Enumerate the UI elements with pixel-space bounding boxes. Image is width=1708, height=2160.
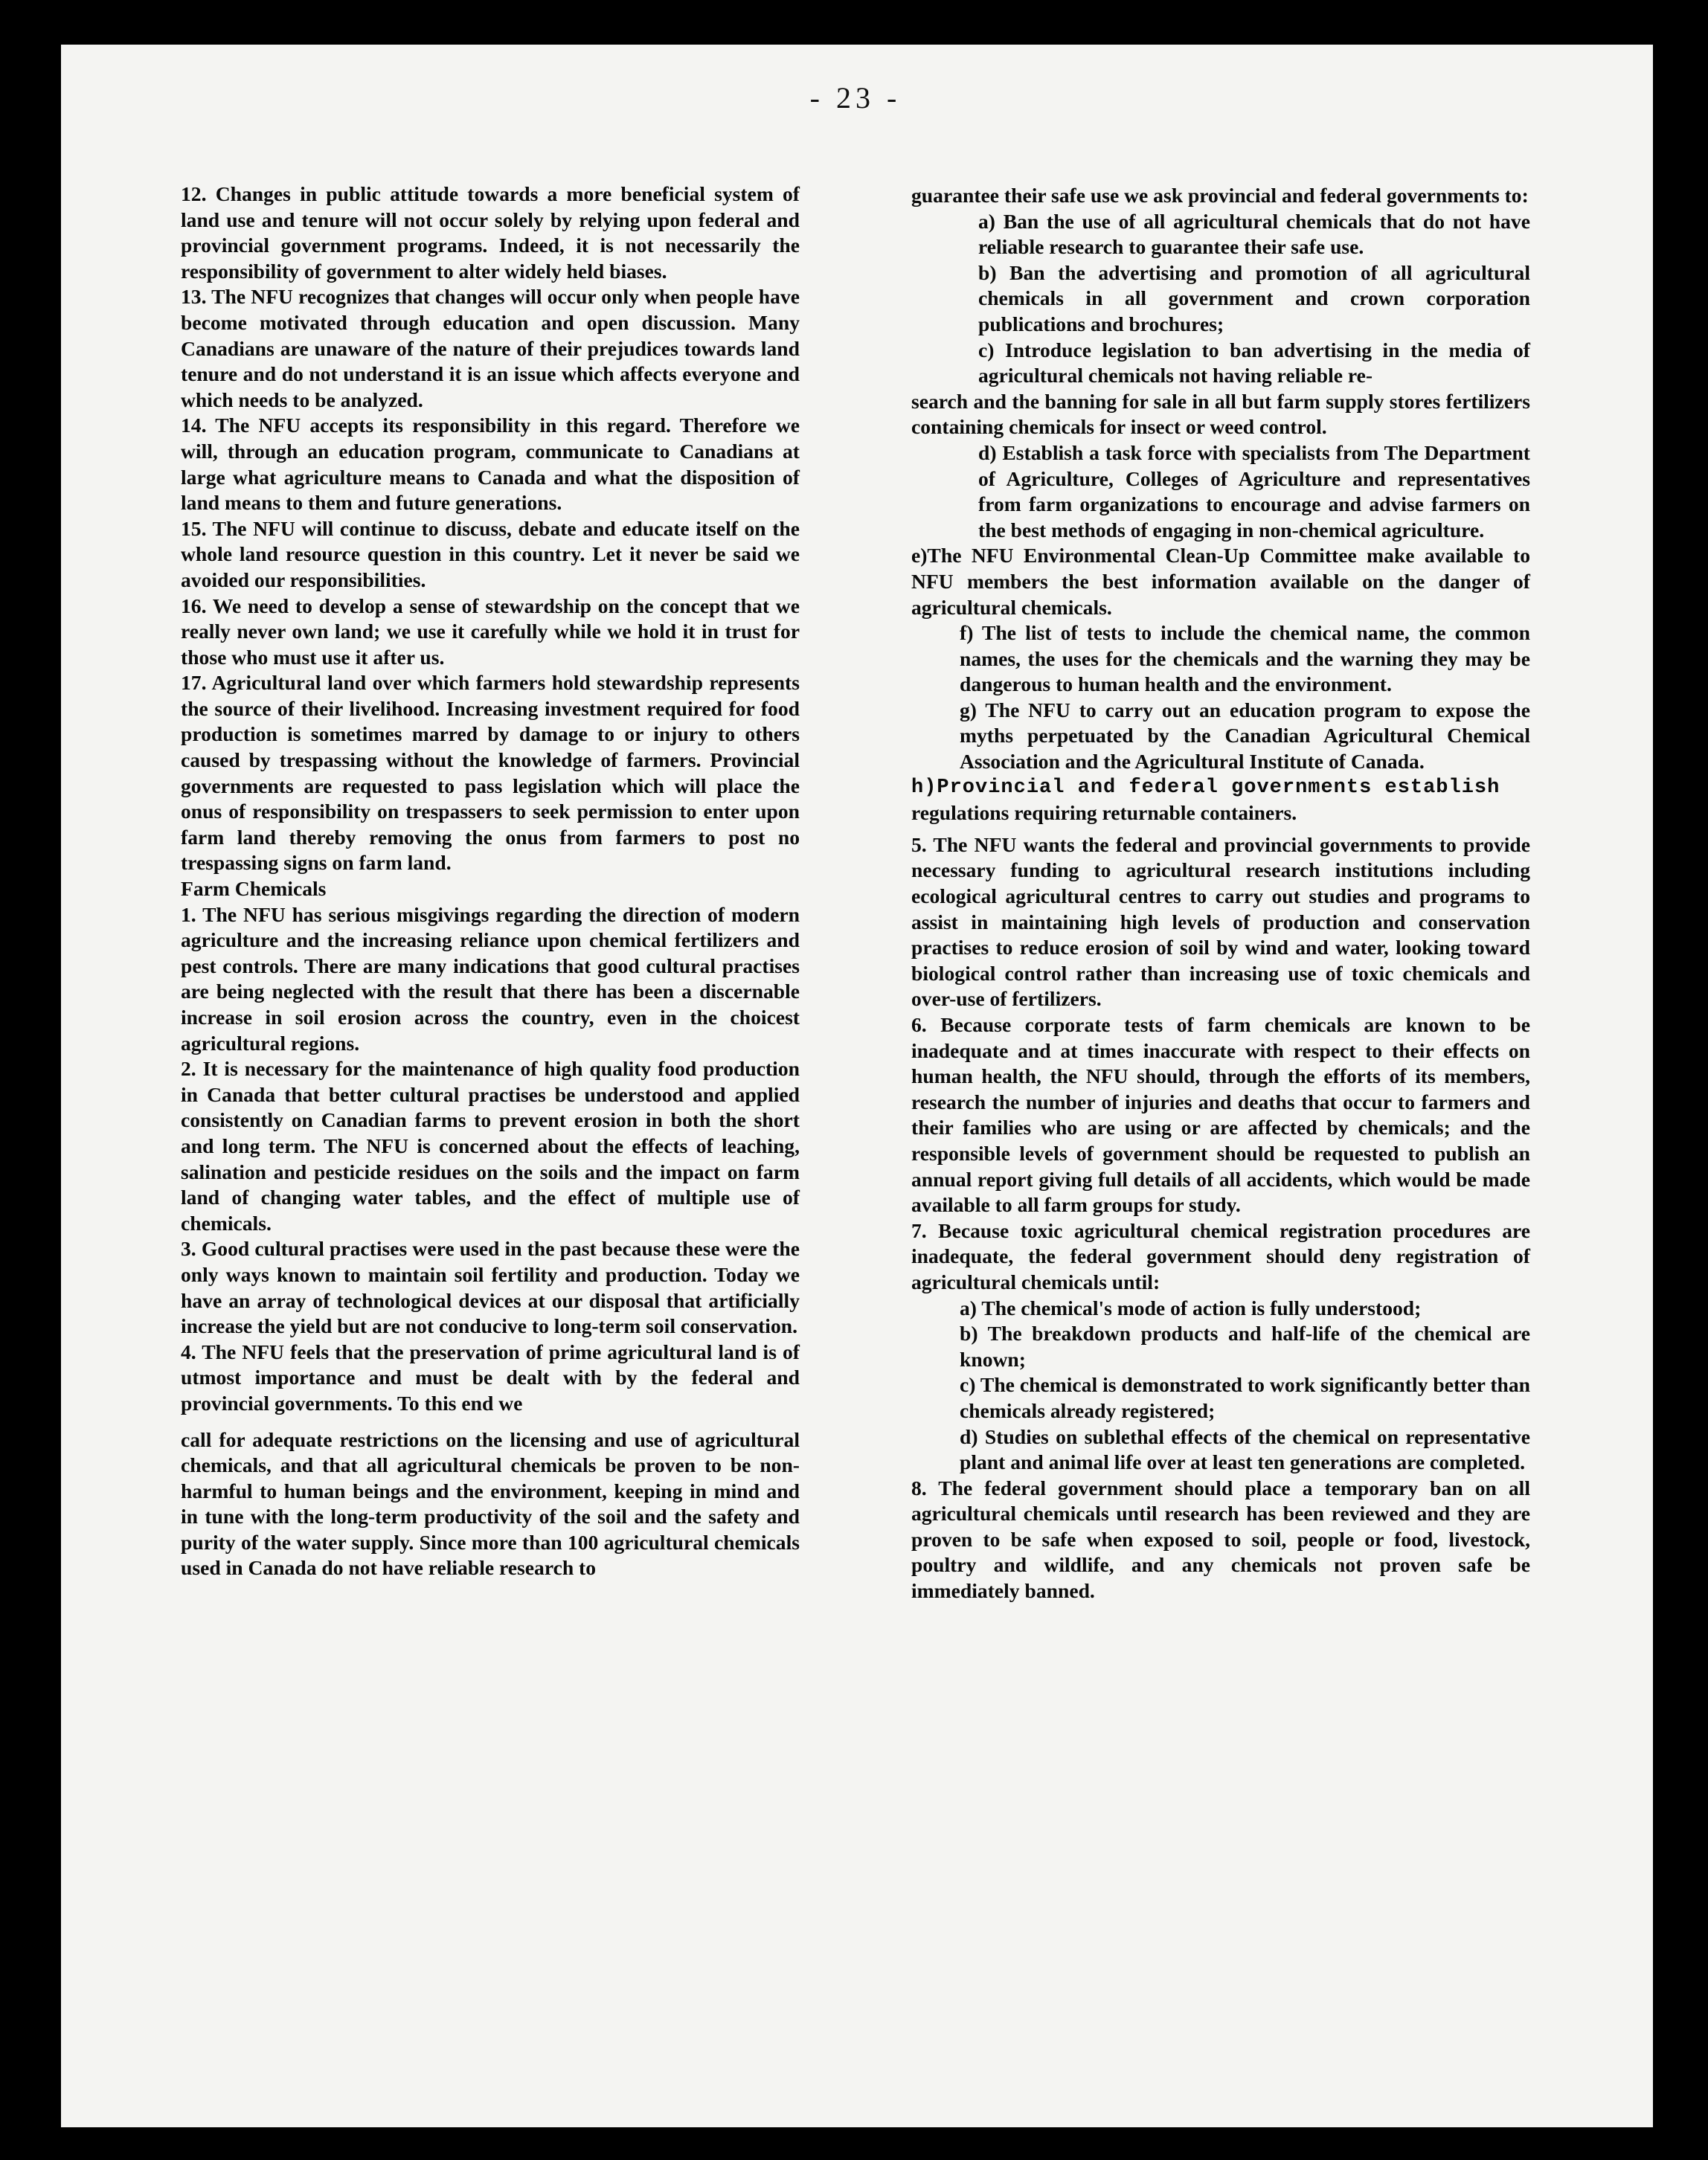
paragraph-16: 16. We need to develop a sense of stewardship on the concept that we really never own land; we use it carefully while we hold it in trust for those who must use it after us. [181,594,800,669]
item-c-legislation: c) Introduce legislation to ban advertising in the media of agricultural chemicals not having reliable re- [978,338,1530,388]
item-d-task-force: d) Establish a task force with specialists from The Department of Agriculture, Colleges of Agriculture and representatives from farm organizations to encourage and advise farmers on the best methods of engaging in non-chemical agriculture. [978,440,1530,541]
item-c-continued: search and the banning for sale in all but farm supply stores fertilizers containing chemicals for insect or weed control. [911,389,1530,439]
section-heading-farm-chemicals: Farm Chemicals [181,877,327,901]
paragraph-6: 6. Because corporate tests of farm chemicals are known to be inadequate and at times inaccurate with respect to their effects on human health, the NFU should, through the efforts of its members, research the number of injuries and deaths that occur to farmers and their families who are using or are affected by chemicals; and the responsible levels of government should be requested to publish an annual report giving full details of all accidents, which would be made available to all farm groups for study. [911,1013,1530,1217]
paragraph-15: 15. The NFU will continue to discuss, debate and educate itself on the whole land resource question in this country. Let it never be said we avoided our responsibilities. [181,516,800,591]
page-number: - 23 - [809,81,902,115]
item-e-committee: e)The NFU Environmental Clean-Up Committee make available to NFU members the best information available on the danger of agricultural chemicals. [911,544,1530,619]
item-b-ban-advertising: b) Ban the advertising and promotion of all agricultural chemicals in all government and crown corporation publications and brochures; [978,260,1530,335]
paragraph-7: 7. Because toxic agricultural chemical registration procedures are inadequate, the federal government should deny registration of agricultural chemicals until: [911,1218,1530,1293]
paragraph-14: 14. The NFU accepts its responsibility in this regard. Therefore we will, through an education program, communicate to Canadians at large what agriculture means to Canada and what the disposition of land means to them and future generations. [181,414,800,515]
item-g-education: g) The NFU to carry out an education program to expose the myths perpetuated by the Canadian Agricultural Chemical Association and the Agricultural Institute of Canada. [960,698,1530,774]
left-column [181,181,800,1581]
item-a-ban-use: a) Ban the use of all agricultural chemicals that do not have reliable research to guarantee their safe use. [978,209,1530,259]
condition-b: b) The breakdown products and half-life of the chemical are known; [960,1322,1530,1371]
condition-c: c) The chemical is demonstrated to work significantly better than chemicals already registered; [960,1373,1530,1422]
farm-chemicals-4: 4. The NFU feels that the preservation of prime agricultural land is of utmost importance and must be dealt with by the federal and provincial governments. To this end we [181,1340,800,1415]
condition-d: d) Studies on sublethal effects of the chemical on representative plant and animal life over at least ten generations are completed. [960,1424,1530,1474]
item-h-continued: regulations requiring returnable containers. [911,801,1297,825]
paragraph-5: 5. The NFU wants the federal and provincial governments to provide necessary funding to agricultural research institutions including ecological agricultural centres to carry out studies and programs to assist in maintaining high levels of production and conservation practises to reduce erosion of soil by wind and water, looking toward biological control rather than increasing use of toxic chemicals and over-use of fertilizers. [911,832,1530,1011]
item-f-test-list: f) The list of tests to include the chemical name, the common names, the uses for the chemicals and the warning they may be dangerous to human health and the environment. [960,621,1530,696]
paragraph-13: 13. The NFU recognizes that changes will occur only when people have become motivated through education and open discussion. Many Canadians are unaware of the nature of their prejudices towards land tenure and do not understand it is an issue which affects everyone and which needs to be analyzed. [181,285,800,411]
paragraph-12: 12. Changes in public attitude towards a more beneficial system of land use and tenure will not occur solely by relying upon federal and provincial government programs. Indeed, it is not necessarily the responsibility of government to alter widely held biases. [181,182,800,283]
right-column [911,183,1530,1604]
farm-chemicals-1: 1. The NFU has serious misgivings regarding the direction of modern agriculture and the increasing reliance upon chemical fertilizers and pest controls. There are many indications that good cultural practises are being neglected with the result that there has been a discernable increase in soil erosion across the country, even in the choicest agricultural regions. [181,902,800,1055]
right-intro: guarantee their safe use we ask provincial and federal governments to: [911,184,1529,207]
farm-chemicals-2: 2. It is necessary for the maintenance of high quality food production in Canada that better cultural practises be understood and applied consistently on Canadian farms to prevent erosion in both the short and long term. The NFU is concerned about the effects of leaching, salination and pesticide residues on the soils and the impact on farm land of changing water tables, and the effect of multiple use of chemicals. [181,1057,800,1235]
item-h-governments: h)Provincial and federal governments establish [911,776,1500,799]
condition-a: a) The chemical's mode of action is fully understood; [960,1296,1422,1320]
paragraph-17: 17. Agricultural land over which farmers hold stewardship represents the source of their livelihood. Increasing investment required for food production is sometimes marred by damage to or injury to others caused by trespassing without the knowledge of farmers. Provincial governments are requested to pass legislation which will place the onus of responsibility on trespassers to seek permission to enter upon farm land thereby removing the onus from farmers to post no trespassing signs on farm land. [181,671,800,875]
farm-chemicals-3: 3. Good cultural practises were used in the past because these were the only ways known to maintain soil fertility and production. Today we have an array of technological devices at our disposal that artificially increase the yield but are not conducive to long-term soil conservation. [181,1237,800,1338]
paragraph-8: 8. The federal government should place a temporary ban on all agricultural chemicals until research has been reviewed and they are proven to be safe when exposed to soil, people or food, livestock, poultry and wildlife, and any chemicals not proven safe be immediately banned. [911,1476,1530,1603]
farm-chemicals-4-continued: call for adequate restrictions on the licensing and use of agricultural chemicals, and that all agricultural chemicals be proven to be non-harmful to human beings and the environment, keeping in mind and in tune with the long-term productivity of the soil and the safety and purity of the water supply. Since more than 100 agricultural chemicals used in Canada do not have reliable research to [181,1427,800,1580]
